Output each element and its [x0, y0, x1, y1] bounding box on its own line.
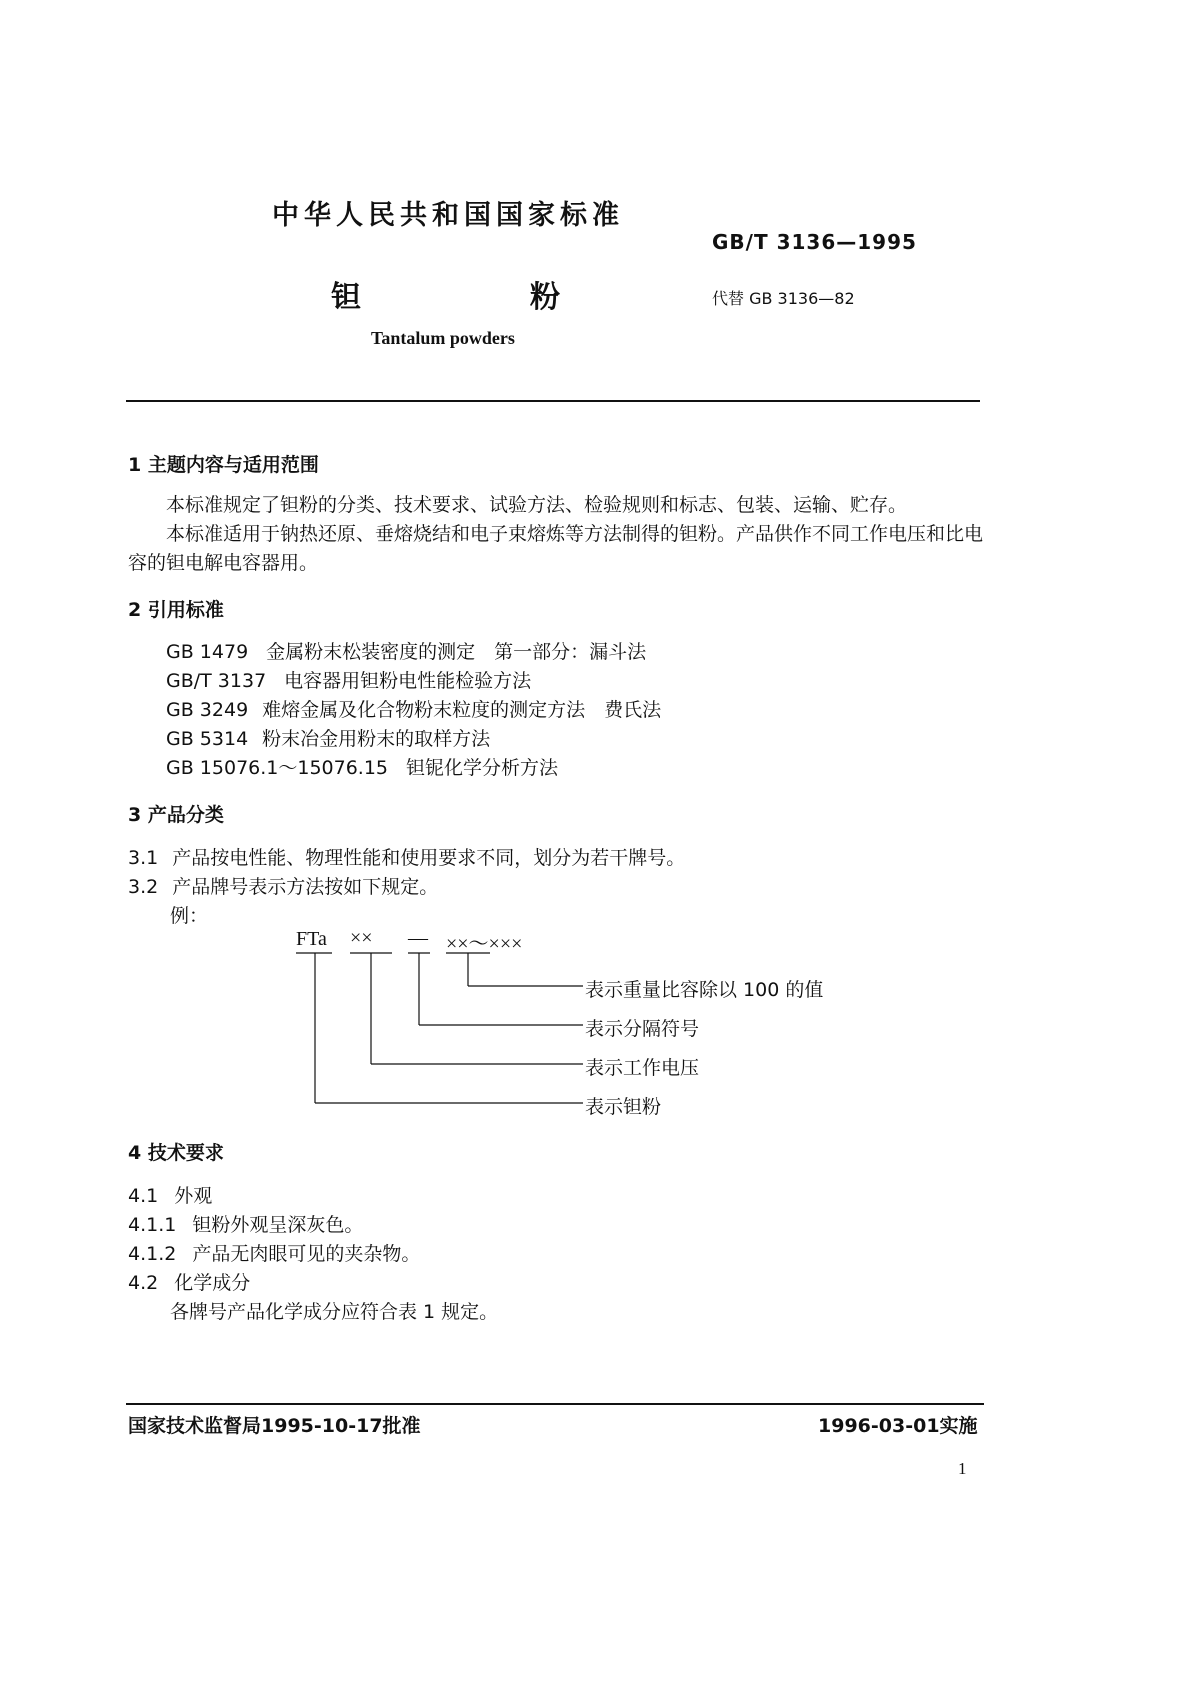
code-prefix: FTa	[296, 928, 327, 950]
clause-4-1-1	[128, 1210, 363, 1237]
clause-4-2-body: 各牌号产品化学成分应符合表 1 规定。	[170, 1301, 499, 1323]
clause-text: 产品按电性能、物理性能和使用要求不同，划分为若干牌号。	[172, 847, 686, 869]
clause-4-1-2	[128, 1239, 420, 1266]
code-capacitance: ××～×××	[446, 933, 523, 955]
clause-text: 产品牌号表示方法按如下规定。	[172, 876, 439, 898]
clause-number: 4.1	[128, 1185, 159, 1207]
clause-4-2	[128, 1268, 250, 1295]
clause-number: 3.1	[128, 847, 159, 869]
section-1-paragraph-2-line-2: 容的钽电解电容器用。	[128, 552, 319, 574]
ref-title: 金属粉末松装密度的测定 第一部分：漏斗法	[266, 641, 647, 663]
section-1-paragraph-2-line-1: 本标准适用于钠热还原、垂熔烧结和电子束熔炼等方法制得的钽粉。产品供作不同工作电压和比电	[166, 523, 984, 545]
code-voltage: ××	[350, 927, 373, 949]
approval-line: 国家技术监督局1995-10-17批准	[128, 1415, 421, 1437]
section-1-heading: 1 主题内容与适用范围	[128, 454, 319, 476]
ref-title: 钽铌化学分析方法	[406, 757, 559, 779]
section-1-paragraph-1: 本标准规定了钽粉的分类、技术要求、试验方法、检验规则和标志、包装、运输、贮存。	[166, 494, 908, 516]
ref-code: GB 3249	[166, 699, 249, 721]
replaces-note: 代替 GB 3136—82	[712, 289, 855, 308]
ref-code: GB 15076.1～15076.15	[166, 757, 389, 779]
ref-code: GB 5314	[166, 728, 249, 750]
ref-code: GB 1479	[166, 641, 249, 663]
page-number: 1	[958, 1459, 967, 1478]
ref-code: GB/T 3137	[166, 670, 267, 692]
doc-title-char-2: 粉	[530, 280, 560, 315]
ref-title: 难熔金属及化合物粉末粒度的测定方法 费氏法	[262, 699, 662, 721]
label-voltage: 表示工作电压	[585, 1057, 700, 1079]
section-4-heading: 4 技术要求	[128, 1142, 224, 1164]
footer-rule	[126, 1403, 984, 1405]
ref-title: 粉末冶金用粉末的取样方法	[262, 728, 491, 750]
label-separator: 表示分隔符号	[585, 1018, 700, 1040]
label-capacitance: 表示重量比容除以 100 的值	[585, 979, 824, 1001]
standard-number: GB/T 3136—1995	[712, 230, 917, 254]
english-title: Tantalum powders	[371, 328, 515, 348]
label-tantalum: 表示钽粉	[585, 1096, 662, 1118]
ref-title: 电容器用钽粉电性能检验方法	[284, 670, 532, 692]
section-2-heading: 2 引用标准	[128, 599, 224, 621]
section-3-heading: 3 产品分类	[128, 804, 224, 826]
clause-text: 外观	[174, 1185, 213, 1207]
doc-title-char-1: 钽	[331, 280, 361, 315]
clause-number: 4.1.2	[128, 1243, 177, 1265]
org-title: 中华人民共和国国家标准	[272, 200, 624, 231]
clause-number: 3.2	[128, 876, 159, 898]
clause-text: 产品无肉眼可见的夹杂物。	[192, 1243, 421, 1265]
effective-line: 1996-03-01实施	[818, 1415, 978, 1437]
clause-number: 4.1.1	[128, 1214, 177, 1236]
example-label: 例：	[170, 905, 209, 927]
clause-number: 4.2	[128, 1272, 159, 1294]
clause-text: 化学成分	[174, 1272, 251, 1294]
clause-4-1	[128, 1181, 212, 1208]
code-separator: —	[408, 927, 428, 949]
clause-text: 钽粉外观呈深灰色。	[192, 1214, 364, 1236]
